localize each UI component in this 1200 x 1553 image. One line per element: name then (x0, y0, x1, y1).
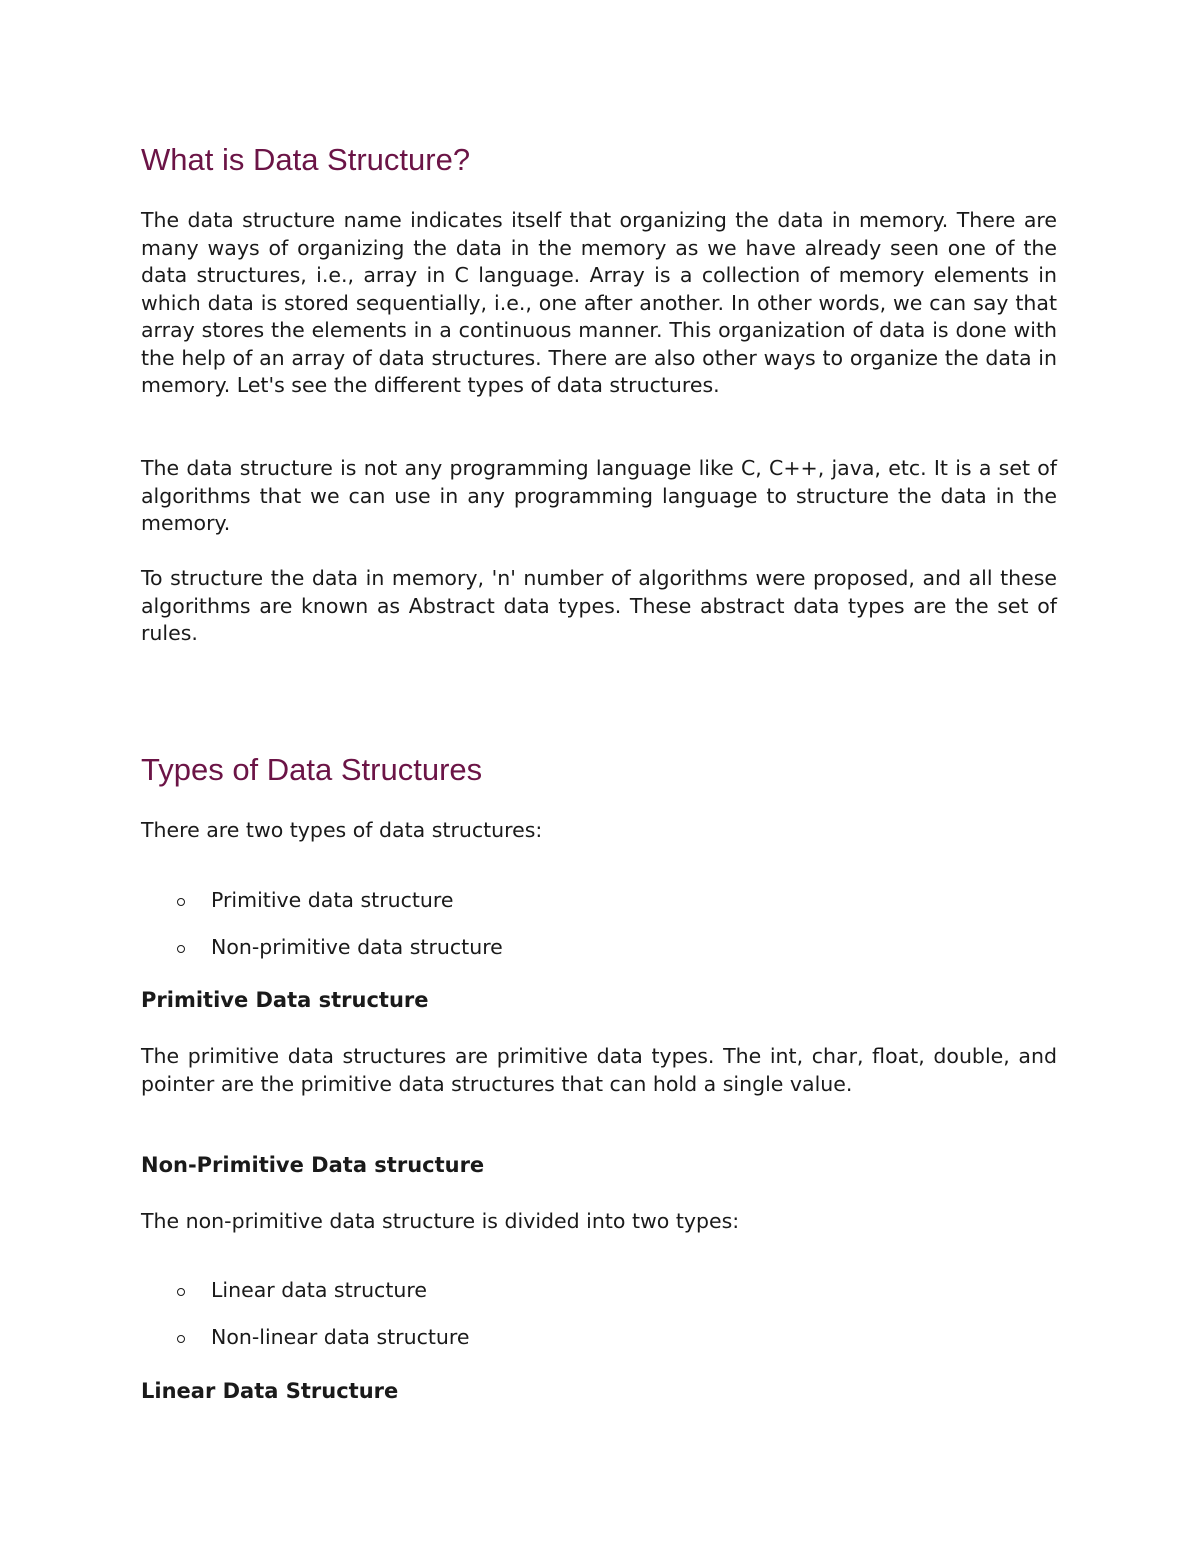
hollow-circle-bullet-icon (177, 898, 185, 906)
paragraph-not-a-language: The data structure is not any programming language like C, C++, java, etc. It is a set of algorithms that we can use in any programming language to structure the data in the memory. (141, 456, 1057, 535)
list-non-primitive-types (141, 1275, 1057, 1369)
list-item-label: Primitive data structure (211, 888, 454, 912)
heading-what-is-data-structure: What is Data Structure? (141, 142, 471, 177)
list-item (141, 1322, 1057, 1369)
list-item (141, 1275, 1057, 1322)
paragraph-intro: The data structure name indicates itself that organizing the data in memory. There are many ways of organizing the data in the memory as we have already seen one of the data structures, i.e., array in C language. Array is a collection of memory elements in which data is stored sequentially, i.e., one after another. In other words, we can say that array stores the elements in a continuous manner. This organization of data is done with the help of an array of data structures. There are also other ways to organize the data in memory. Let's see the different types of data structures. (141, 208, 1057, 397)
list-item (141, 885, 1057, 932)
list-item-label: Non-primitive data structure (211, 935, 503, 959)
paragraph-two-types: There are two types of data structures: (141, 818, 543, 842)
paragraph-primitive: The primitive data structures are primitive data types. The int, char, float, double, and pointer are the primitive data structures that can hold a single value. (141, 1044, 1057, 1096)
heading-linear-data-structure: Linear Data Structure (141, 1379, 399, 1403)
heading-primitive-data-structure: Primitive Data structure (141, 988, 429, 1012)
hollow-circle-bullet-icon (177, 1335, 185, 1343)
list-item-label: Non-linear data structure (211, 1325, 470, 1349)
list-item (141, 932, 1057, 979)
paragraph-abstract-data-types: To structure the data in memory, 'n' number of algorithms were proposed, and all these algorithms are known as Abstract data types. These abstract data types are the set of rules. (141, 566, 1057, 645)
heading-non-primitive-data-structure: Non-Primitive Data structure (141, 1153, 485, 1177)
list-data-structure-types (141, 885, 1057, 979)
heading-types-of-data-structures: Types of Data Structures (141, 752, 483, 787)
hollow-circle-bullet-icon (177, 1288, 185, 1296)
hollow-circle-bullet-icon (177, 945, 185, 953)
paragraph-non-primitive: The non-primitive data structure is divided into two types: (141, 1209, 740, 1233)
list-item-label: Linear data structure (211, 1278, 427, 1302)
